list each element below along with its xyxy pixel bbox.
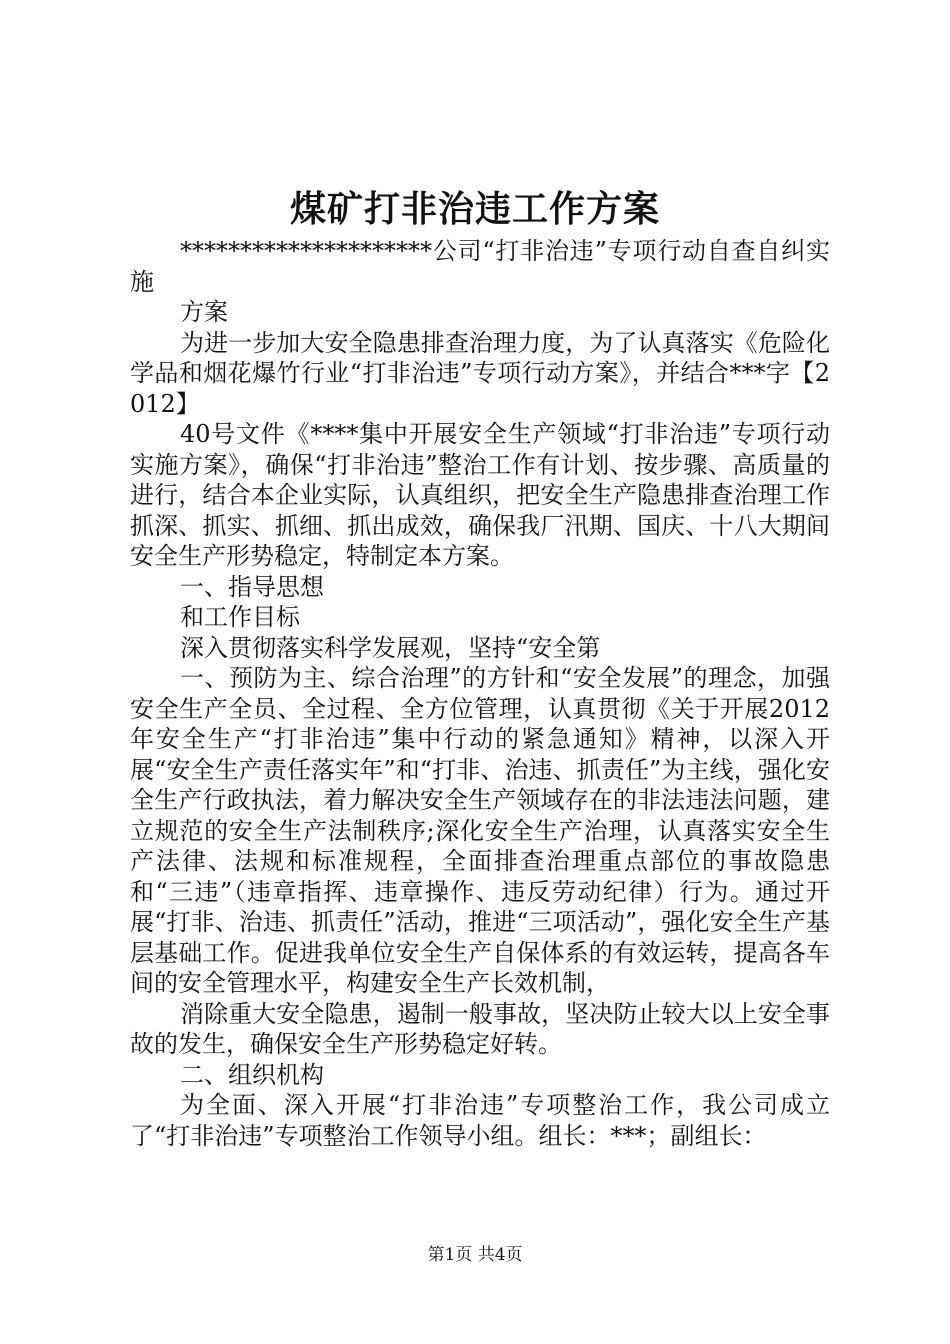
paragraph-document-ref: 40号文件《****集中开展安全生产领域“打非治违”专项行动实施方案》，确保“打非治违”整治工作有计划、按步骤、高质量的进行，结合本企业实际，认真组织，把安全生产隐患排查治理工作抓深、抓实、抓细、抓出成效，确保我厂汛期、国庆、十八大期间安全生产形势稳定，特制定本方案。 bbox=[130, 420, 830, 570]
paragraph-intro: 为进一步加大安全隐患排查治理力度，为了认真落实《危险化学品和烟花爆竹行业“打非治违”专项行动方案》，并结合***字【2012】 bbox=[130, 328, 830, 418]
paragraph-company-line: *********************公司“打非治违”专项行动自查自纠实施 bbox=[130, 237, 830, 296]
paragraph-organization: 为全面、深入开展“打非治违”专项整治工作，我公司成立了“打非治违”专项整治工作领导小组。组长：***；副组长： bbox=[130, 1091, 830, 1150]
section-heading-goals: 和工作目标 bbox=[180, 603, 300, 631]
document-title: 煤矿打非治违工作方案 bbox=[289, 188, 660, 230]
paragraph-guiding-body: 一、预防为主、综合治理”的方针和“安全发展”的理念，加强安全生产全员、全过程、全方位管理，认真贯彻《关于开展2012年安全生产“打非治违”集中行动的紧急通知》精神，以深入开展“安全生产责任落实年”和“打非、治违、抓责任”为主线，强化安全生产行政执法，着力解决安全生产领域存在的非法违法问题，建立规范的安全生产法制秩序;深化安全生产治理，认真落实安全生产法律、法规和标准规程，全面排查治理重点部位的事故隐患和“三违”（违章指挥、违章操作、违反劳动纪律）行为。通过开展“打非、治违、抓责任”活动，推进“三项活动”，强化安全生产基层基础工作。促进我单位安全生产自保体系的有效运转，提高各车间的安全管理水平，构建安全生产长效机制， bbox=[130, 664, 830, 997]
page-number-footer: 第1页 共4页 bbox=[427, 1245, 523, 1265]
paragraph-plan-label: 方案 bbox=[180, 298, 228, 326]
paragraph-guiding-conclusion: 消除重大安全隐患，遏制一般事故，坚决防止较大以上安全事故的发生，确保安全生产形势稳定好转。 bbox=[130, 999, 830, 1058]
section-heading-guiding-thought: 一、指导思想 bbox=[180, 572, 324, 601]
paragraph-guiding-intro: 深入贯彻落实科学发展观，坚持“安全第 bbox=[180, 633, 601, 662]
document-body bbox=[130, 236, 830, 1151]
section-heading-organization: 二、组织机构 bbox=[180, 1060, 324, 1089]
